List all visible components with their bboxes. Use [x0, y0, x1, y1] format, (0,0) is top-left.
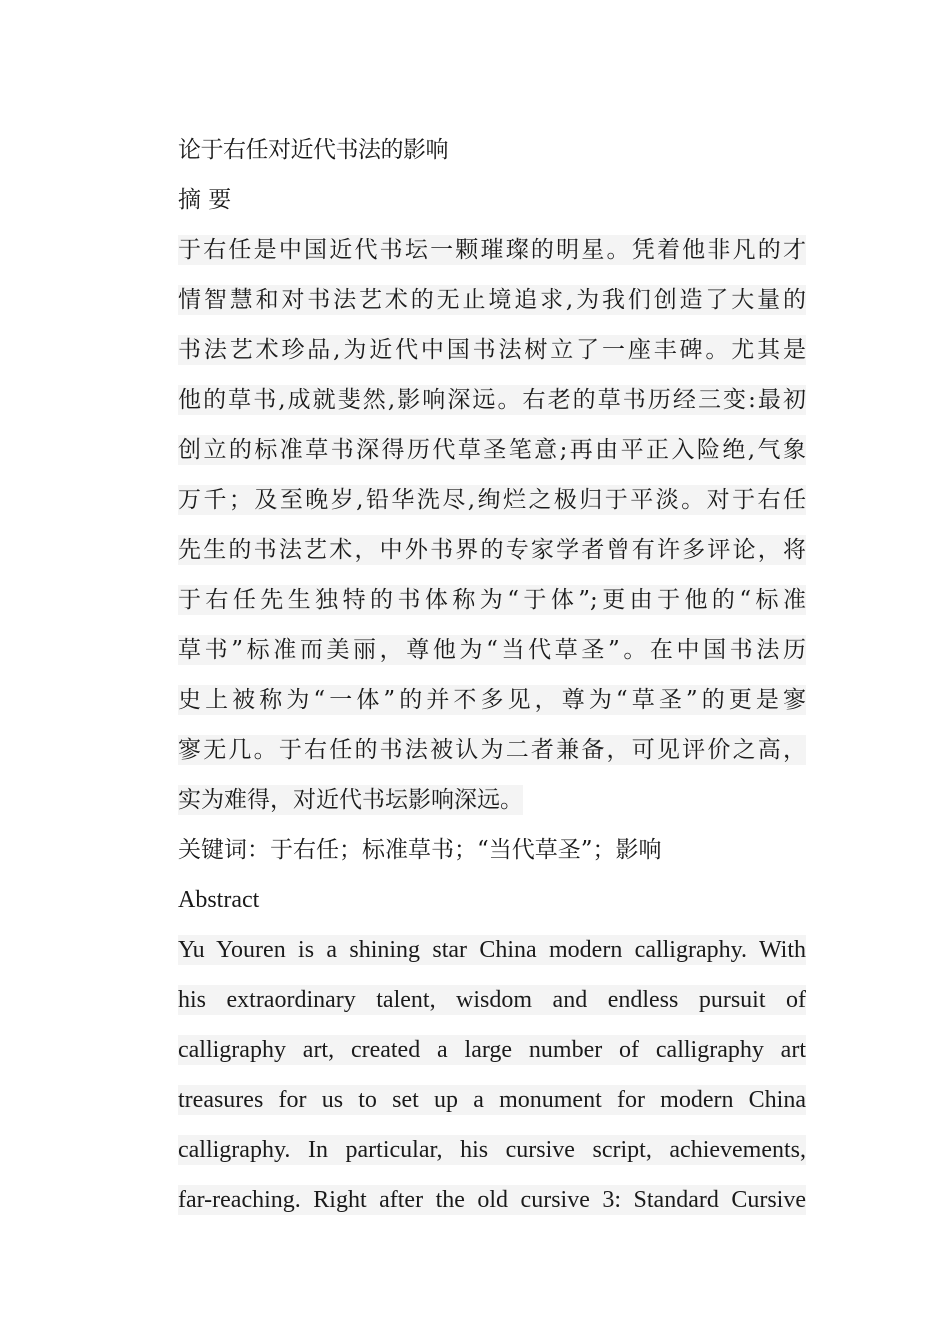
summary-line: 草书”标准而美丽，尊他为“当代草圣”。在中国书法历 — [178, 637, 806, 663]
summary-line: 史上被称为“一体”的并不多见，尊为“草圣”的更是寥 — [178, 687, 806, 713]
abstract-line: calligraphy art, created a large number of calligraphy art — [178, 1037, 806, 1063]
abstract-line: Yu Youren is a shining star China modern calligraphy. With — [178, 937, 806, 963]
abstract-body — [178, 925, 806, 1225]
summary-line: 寥无几。于右任的书法被认为二者兼备，可见评价之高， — [178, 737, 806, 763]
abstract-line: calligraphy. In particular, his cursive script, achievements, — [178, 1137, 806, 1163]
abstract-line: his extraordinary talent, wisdom and endless pursuit of — [178, 987, 806, 1013]
summary-line: 先生的书法艺术，中外书界的专家学者曾有许多评论，将 — [178, 537, 806, 563]
summary-line: 万千；及至晚岁,铅华洗尽,绚烂之极归于平淡。对于右任 — [178, 487, 806, 513]
abstract-line: far-reaching. Right after the old cursive 3: Standard Cursive — [178, 1187, 806, 1213]
summary-line: 他的草书,成就斐然,影响深远。右老的草书历经三变:最初 — [178, 387, 806, 413]
summary-line: 创立的标准草书深得历代草圣笔意;再由平正入险绝,气象 — [178, 437, 806, 463]
summary-body — [178, 225, 806, 825]
document-page — [178, 125, 806, 1225]
document-title: 论于右任对近代书法的影响 — [178, 137, 448, 163]
summary-line: 实为难得，对近代书坛影响深远。 — [178, 787, 523, 813]
abstract-heading: Abstract — [178, 887, 260, 913]
summary-line: 于右任是中国近代书坛一颗璀璨的明星。凭着他非凡的才 — [178, 237, 806, 263]
summary-line: 情智慧和对书法艺术的无止境追求,为我们创造了大量的 — [178, 287, 806, 313]
abstract-line: treasures for us to set up a monument for modern China — [178, 1087, 806, 1113]
summary-heading: 摘 要 — [178, 187, 232, 213]
summary-line: 于右任先生独特的书体称为“于体”;更由于他的“标准 — [178, 587, 806, 613]
keywords-line: 关键词：于右任；标准草书；“当代草圣”；影响 — [178, 837, 662, 863]
summary-line: 书法艺术珍品,为近代中国书法树立了一座丰碑。尤其是 — [178, 337, 806, 363]
